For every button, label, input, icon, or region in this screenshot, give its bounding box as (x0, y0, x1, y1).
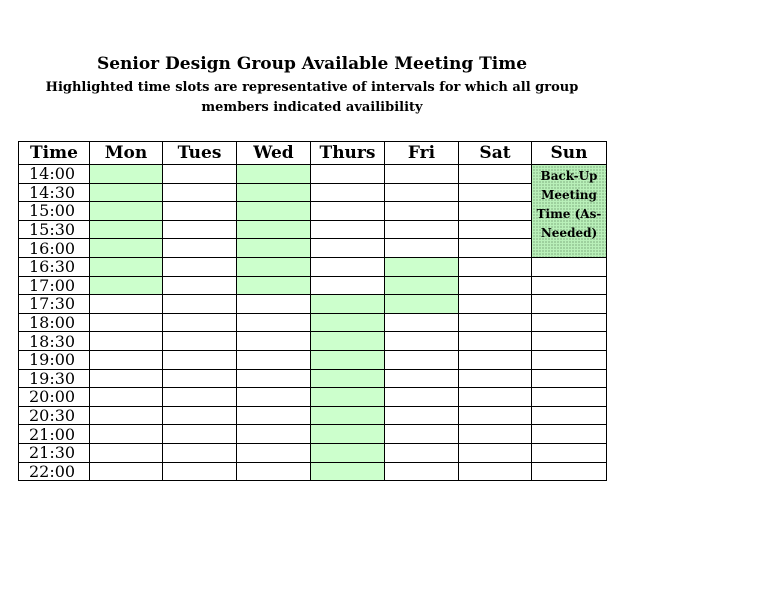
header-row (19, 142, 607, 165)
cell-wed[interactable] (237, 295, 311, 314)
time-cell[interactable]: 15:30 (19, 220, 90, 239)
cell-sat[interactable] (459, 313, 532, 332)
cell-sun[interactable] (532, 388, 607, 407)
cell-mon[interactable] (90, 202, 163, 221)
cell-tues[interactable] (163, 276, 237, 295)
cell-thurs[interactable] (311, 462, 385, 481)
cell-fri[interactable] (385, 369, 459, 388)
cell-thurs[interactable] (311, 239, 385, 258)
cell-tues[interactable] (163, 257, 237, 276)
time-cell[interactable]: 16:00 (19, 239, 90, 258)
time-cell[interactable]: 17:30 (19, 295, 90, 314)
table-row (19, 295, 607, 314)
cell-fri[interactable] (385, 313, 459, 332)
cell-sat[interactable] (459, 295, 532, 314)
cell-mon[interactable] (90, 165, 163, 184)
cell-sun[interactable] (532, 313, 607, 332)
table-row (19, 165, 607, 184)
cell-wed[interactable] (237, 220, 311, 239)
cell-fri[interactable] (385, 388, 459, 407)
cell-fri[interactable] (385, 295, 459, 314)
cell-thurs[interactable] (311, 276, 385, 295)
cell-tues[interactable] (163, 220, 237, 239)
cell-mon[interactable] (90, 183, 163, 202)
table-row (19, 202, 607, 221)
cell-sun[interactable] (532, 257, 607, 276)
cell-mon[interactable] (90, 388, 163, 407)
cell-wed[interactable] (237, 239, 311, 258)
cell-tues[interactable] (163, 369, 237, 388)
time-cell[interactable]: 20:00 (19, 388, 90, 407)
cell-fri[interactable] (385, 183, 459, 202)
table-row (19, 369, 607, 388)
cell-sun-backup[interactable] (532, 165, 607, 258)
cell-wed[interactable] (237, 369, 311, 388)
table-row (19, 462, 607, 481)
cell-sat[interactable] (459, 257, 532, 276)
table-row (19, 183, 607, 202)
cell-fri[interactable] (385, 406, 459, 425)
cell-sun[interactable] (532, 406, 607, 425)
cell-mon[interactable] (90, 425, 163, 444)
time-cell[interactable]: 20:30 (19, 406, 90, 425)
cell-sun[interactable] (532, 425, 607, 444)
cell-fri[interactable] (385, 239, 459, 258)
cell-thurs[interactable] (311, 388, 385, 407)
cell-fri[interactable] (385, 202, 459, 221)
cell-mon[interactable] (90, 313, 163, 332)
cell-tues[interactable] (163, 462, 237, 481)
cell-tues[interactable] (163, 295, 237, 314)
cell-mon[interactable] (90, 462, 163, 481)
time-cell[interactable]: 18:30 (19, 332, 90, 351)
cell-thurs[interactable] (311, 443, 385, 462)
cell-fri[interactable] (385, 332, 459, 351)
cell-thurs[interactable] (311, 183, 385, 202)
cell-sat[interactable] (459, 220, 532, 239)
cell-thurs[interactable] (311, 332, 385, 351)
cell-sun[interactable] (532, 369, 607, 388)
cell-fri[interactable] (385, 462, 459, 481)
cell-wed[interactable] (237, 183, 311, 202)
time-cell[interactable]: 17:00 (19, 276, 90, 295)
cell-wed[interactable] (237, 388, 311, 407)
cell-mon[interactable] (90, 257, 163, 276)
cell-fri[interactable] (385, 425, 459, 444)
cell-wed[interactable] (237, 165, 311, 184)
cell-fri[interactable] (385, 443, 459, 462)
header-thurs[interactable]: Thurs (311, 142, 385, 165)
cell-sat[interactable] (459, 350, 532, 369)
cell-sat[interactable] (459, 202, 532, 221)
cell-sun[interactable] (532, 332, 607, 351)
table-row (19, 425, 607, 444)
cell-sat[interactable] (459, 425, 532, 444)
cell-wed[interactable] (237, 462, 311, 481)
cell-tues[interactable] (163, 406, 237, 425)
time-cell[interactable]: 18:00 (19, 313, 90, 332)
table-row (19, 276, 607, 295)
schedule-body (19, 165, 607, 481)
page-subtitle: Highlighted time slots are representative of intervals for which all group members indicated availibility (45, 80, 579, 115)
cell-tues[interactable] (163, 165, 237, 184)
cell-wed[interactable] (237, 257, 311, 276)
cell-thurs[interactable] (311, 165, 385, 184)
backup-meeting-label: Back-Up Meeting Time (As-Needed) (536, 169, 602, 240)
cell-wed[interactable] (237, 276, 311, 295)
header-tues[interactable]: Tues (163, 142, 237, 165)
cell-sat[interactable] (459, 165, 532, 184)
cell-mon[interactable] (90, 369, 163, 388)
cell-sat[interactable] (459, 462, 532, 481)
table-row (19, 443, 607, 462)
time-cell[interactable]: 14:00 (19, 165, 90, 184)
time-cell[interactable]: 21:30 (19, 443, 90, 462)
cell-fri[interactable] (385, 276, 459, 295)
time-cell[interactable]: 19:30 (19, 369, 90, 388)
cell-thurs[interactable] (311, 295, 385, 314)
table-row (19, 350, 607, 369)
cell-wed[interactable] (237, 406, 311, 425)
time-cell[interactable]: 21:00 (19, 425, 90, 444)
cell-tues[interactable] (163, 202, 237, 221)
table-row (19, 313, 607, 332)
cell-fri[interactable] (385, 220, 459, 239)
time-cell[interactable]: 19:00 (19, 350, 90, 369)
table-row (19, 239, 607, 258)
header-mon[interactable]: Mon (90, 142, 163, 165)
cell-fri[interactable] (385, 165, 459, 184)
cell-thurs[interactable] (311, 257, 385, 276)
cell-wed[interactable] (237, 350, 311, 369)
page-title: Senior Design Group Available Meeting Time (96, 54, 528, 74)
cell-sun[interactable] (532, 276, 607, 295)
cell-sat[interactable] (459, 239, 532, 258)
cell-wed[interactable] (237, 202, 311, 221)
cell-tues[interactable] (163, 332, 237, 351)
cell-mon[interactable] (90, 220, 163, 239)
cell-sat[interactable] (459, 332, 532, 351)
cell-thurs[interactable] (311, 350, 385, 369)
cell-mon[interactable] (90, 350, 163, 369)
cell-tues[interactable] (163, 313, 237, 332)
cell-mon[interactable] (90, 406, 163, 425)
time-cell[interactable]: 15:00 (19, 202, 90, 221)
table-row (19, 257, 607, 276)
cell-tues[interactable] (163, 183, 237, 202)
cell-tues[interactable] (163, 350, 237, 369)
time-cell[interactable]: 14:30 (19, 183, 90, 202)
cell-tues[interactable] (163, 443, 237, 462)
header-sat[interactable]: Sat (459, 142, 532, 165)
header-time[interactable]: Time (19, 142, 90, 165)
cell-sun[interactable] (532, 295, 607, 314)
header-sun[interactable]: Sun (532, 142, 607, 165)
table-row (19, 388, 607, 407)
cell-wed[interactable] (237, 332, 311, 351)
cell-fri[interactable] (385, 257, 459, 276)
cell-thurs[interactable] (311, 313, 385, 332)
cell-thurs[interactable] (311, 425, 385, 444)
cell-sat[interactable] (459, 369, 532, 388)
cell-mon[interactable] (90, 443, 163, 462)
availability-table (18, 141, 607, 481)
cell-tues[interactable] (163, 239, 237, 258)
time-cell[interactable]: 22:00 (19, 462, 90, 481)
time-cell[interactable]: 16:30 (19, 257, 90, 276)
cell-sun[interactable] (532, 462, 607, 481)
cell-wed[interactable] (237, 443, 311, 462)
cell-tues[interactable] (163, 425, 237, 444)
header-fri[interactable]: Fri (385, 142, 459, 165)
cell-sat[interactable] (459, 276, 532, 295)
cell-wed[interactable] (237, 313, 311, 332)
cell-mon[interactable] (90, 295, 163, 314)
cell-fri[interactable] (385, 350, 459, 369)
cell-sat[interactable] (459, 443, 532, 462)
cell-sat[interactable] (459, 406, 532, 425)
cell-mon[interactable] (90, 332, 163, 351)
cell-thurs[interactable] (311, 369, 385, 388)
cell-mon[interactable] (90, 276, 163, 295)
table-row (19, 220, 607, 239)
table-row (19, 406, 607, 425)
cell-sat[interactable] (459, 183, 532, 202)
cell-sun[interactable] (532, 443, 607, 462)
cell-sat[interactable] (459, 388, 532, 407)
cell-tues[interactable] (163, 388, 237, 407)
cell-thurs[interactable] (311, 220, 385, 239)
cell-thurs[interactable] (311, 406, 385, 425)
cell-mon[interactable] (90, 239, 163, 258)
cell-wed[interactable] (237, 425, 311, 444)
cell-sun[interactable] (532, 350, 607, 369)
table-row (19, 332, 607, 351)
header-wed[interactable]: Wed (237, 142, 311, 165)
cell-thurs[interactable] (311, 202, 385, 221)
